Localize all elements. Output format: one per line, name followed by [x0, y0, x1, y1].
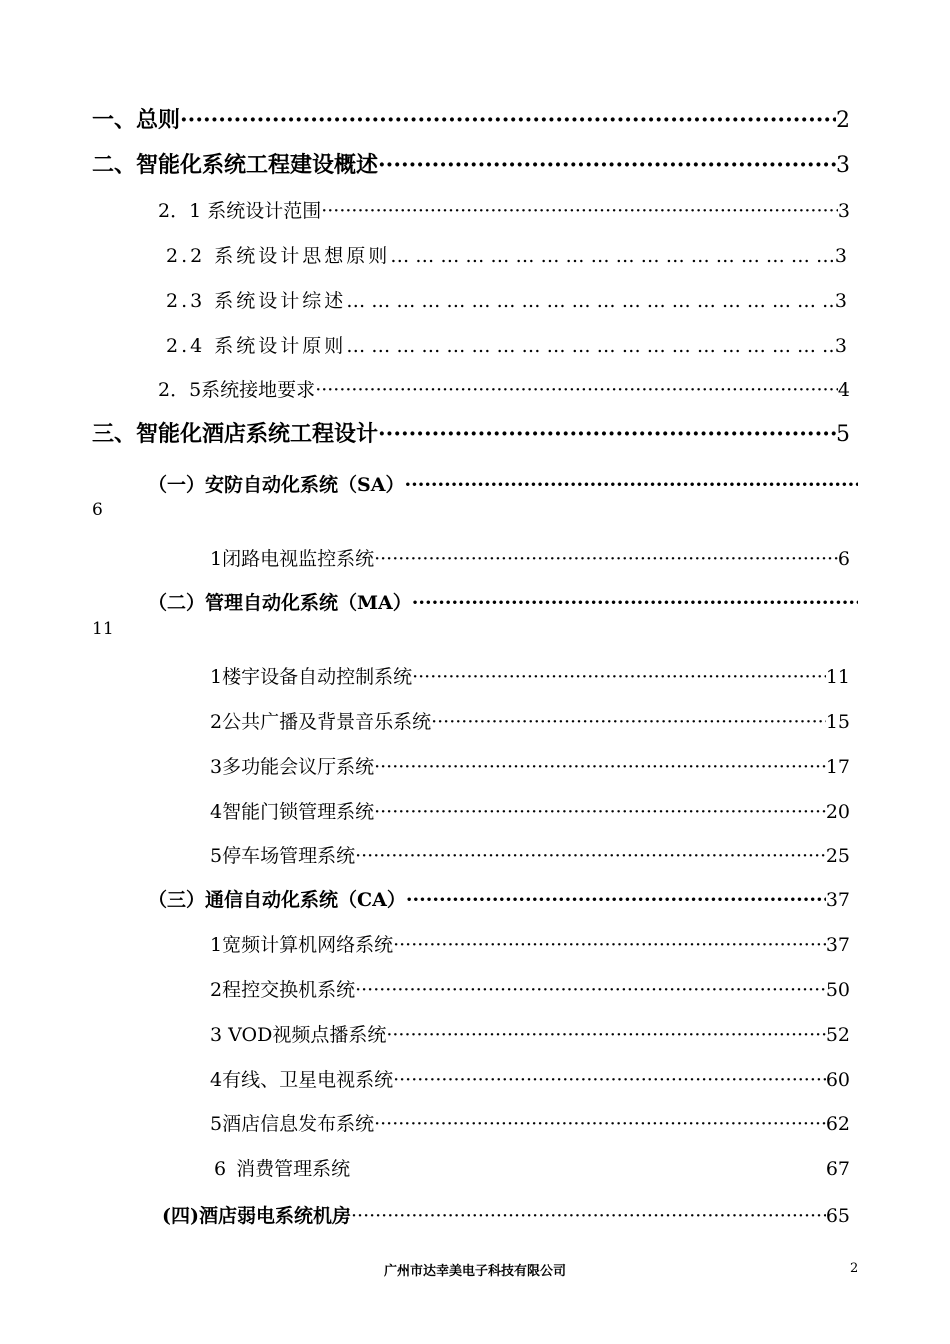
toc-entry-label: 三、智能化酒店系统工程设计 [92, 421, 379, 447]
toc-entry-ca-5[interactable] [210, 1109, 850, 1136]
toc-entry-page: 3 [834, 335, 850, 357]
toc-entry-page: 25 [825, 845, 850, 867]
toc-entry-label: 5停车场管理系统 [210, 845, 356, 867]
toc-entry-page: 3 [834, 290, 850, 312]
toc-entry-page: 50 [825, 979, 850, 1001]
dot-leader [180, 107, 836, 133]
dot-leader [346, 335, 835, 357]
toc-entry-label: （二）管理自动化系统（MA） [148, 592, 412, 614]
toc-entry-sa[interactable] [148, 470, 858, 497]
dot-leader [374, 1113, 826, 1135]
toc-entry-page: 6 [837, 548, 850, 570]
toc-entry-2-5[interactable] [158, 375, 850, 402]
toc-entry-label: 2公共广播及背景音乐系统 [210, 711, 432, 733]
toc-entry-general[interactable] [92, 103, 850, 134]
toc-entry-2-3[interactable] [166, 286, 850, 313]
toc-entry-label: 4智能门锁管理系统 [210, 801, 375, 823]
toc-entry-ma-5[interactable] [210, 841, 850, 868]
toc-entry-label: 5酒店信息发布系统 [210, 1113, 375, 1135]
toc-entry-page: 3 [834, 245, 850, 267]
toc-entry-ma-2[interactable] [210, 707, 850, 734]
dot-leader [393, 934, 826, 956]
toc-entry-ma[interactable] [148, 588, 858, 615]
toc-entry-page: 20 [825, 801, 850, 823]
toc-entry-ca[interactable] [148, 885, 850, 912]
dot-leader [378, 421, 836, 447]
toc-entry-ca-6[interactable] [214, 1154, 850, 1181]
dot-leader [412, 592, 858, 614]
dot-leader [412, 666, 826, 688]
toc-entry-label: 6 消费管理系统 [214, 1158, 351, 1180]
toc-entry-ca-3[interactable] [210, 1020, 850, 1047]
toc-entry-sa-1[interactable] [210, 544, 850, 571]
dot-leader [374, 801, 826, 823]
toc-entry-label: 4有线、卫星电视系统 [210, 1069, 394, 1091]
toc-entry-ca-4[interactable] [210, 1065, 850, 1092]
toc-entry-page: 65 [825, 1205, 850, 1227]
dot-leader [321, 200, 838, 222]
toc-entry-page: 52 [825, 1024, 850, 1046]
toc-entry-page: 15 [825, 711, 850, 733]
toc-entry-machine-room[interactable] [162, 1201, 850, 1228]
toc-entry-page: 62 [825, 1113, 850, 1135]
dot-leader [390, 245, 835, 267]
toc-entry-page: 11 [825, 666, 850, 688]
toc-entry-page: 37 [825, 889, 850, 911]
toc-entry-hotel-design[interactable] [92, 417, 850, 448]
dot-leader [351, 1205, 826, 1227]
toc-entry-page: 3 [837, 200, 850, 222]
toc-entry-label: 3 VOD视频点播系统 [210, 1024, 387, 1046]
toc-entry-label: 1闭路电视监控系统 [210, 548, 375, 570]
toc-entry-label: 2.4 系统设计原则 [166, 335, 347, 357]
dot-leader [374, 548, 838, 570]
toc-entry-label: 一、总则 [92, 107, 181, 133]
dot-leader [386, 1024, 825, 1046]
toc-entry-ma-1[interactable] [210, 662, 850, 689]
toc-entry-label: 2程控交换机系统 [210, 979, 356, 1001]
dot-leader [355, 979, 826, 1001]
toc-entry-ca-1[interactable] [210, 930, 850, 957]
dot-leader [378, 152, 836, 178]
toc-entry-label: 1楼宇设备自动控制系统 [210, 666, 413, 688]
toc-entry-label: (四)酒店弱电系统机房 [162, 1205, 351, 1227]
toc-entry-label: 1宽频计算机网络系统 [210, 934, 394, 956]
toc-entry-page: 3 [836, 153, 850, 178]
toc-entry-page: 17 [825, 756, 850, 778]
toc-entry-2-1[interactable] [158, 196, 850, 223]
toc-entry-page: 6 [92, 500, 103, 520]
toc-entry-label: 2.2 系统设计思想原则 [166, 245, 391, 267]
toc-entry-page: 5 [836, 422, 850, 447]
toc-entry-label: 2.3 系统设计综述 [166, 290, 347, 312]
dot-leader [346, 290, 835, 312]
dot-leader [374, 756, 826, 778]
dot-leader [393, 1069, 826, 1091]
toc-entry-page: 37 [825, 934, 850, 956]
toc-entry-2-2[interactable] [166, 241, 850, 268]
dot-leader [431, 711, 826, 733]
toc-entry-ma-4[interactable] [210, 797, 850, 824]
toc-entry-page: 60 [825, 1069, 850, 1091]
toc-entry-overview[interactable] [92, 148, 850, 179]
toc-entry-label: 3多功能会议厅系统 [210, 756, 375, 778]
toc-entry-page: 11 [92, 619, 114, 639]
toc-entry-2-4[interactable] [166, 331, 850, 358]
toc-entry-ma-3[interactable] [210, 752, 850, 779]
toc-entry-label: 2．1 系统设计范围 [158, 200, 322, 222]
dot-leader [355, 845, 826, 867]
toc-entry-label: （一）安防自动化系统（SA） [148, 474, 405, 496]
dot-leader [406, 889, 826, 911]
footer-page-number: 2 [850, 1261, 859, 1276]
toc-entry-label: （三）通信自动化系统（CA） [148, 889, 406, 911]
dot-leader [404, 474, 858, 496]
toc-entry-page: 67 [825, 1158, 850, 1180]
footer-company: 广州市达幸美电子科技有限公司 [383, 1264, 566, 1279]
toc-entry-ca-2[interactable] [210, 975, 850, 1002]
toc-entry-label: 二、智能化系统工程建设概述 [92, 152, 379, 178]
toc-entry-label: 2．5系统接地要求 [158, 379, 316, 401]
dot-leader [315, 379, 838, 401]
toc-entry-page: 4 [837, 379, 850, 401]
toc-entry-page: 2 [836, 108, 850, 133]
